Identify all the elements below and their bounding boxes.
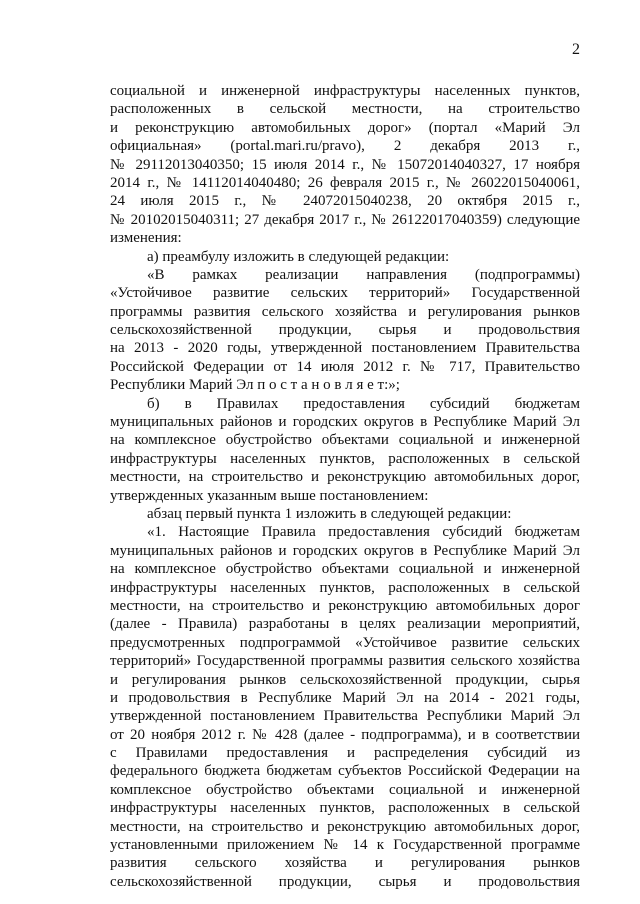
text-line: сельскохозяйственной продукции, сырья и продовольствия [110,873,580,890]
text-line: № 20102015040311; 27 декабря 2017 г., № 26122017040359) следующие [110,211,580,228]
text-line: «1. Настоящие Правила предоставления субсидий бюджетам [147,524,580,541]
text-line: на комплексное обустройство объектами социальной и инженерной [110,561,580,578]
text-line: с Правилами предоставления и распределения субсидий из [110,745,580,762]
text-line: инфраструктуры населенных пунктов, расположенных в сельской [110,579,580,596]
page-number: 2 [572,41,580,58]
text-line: программы развития сельского хозяйства и регулирования рынков [110,303,580,320]
text-line: абзац первый пункта 1 изложить в следующей редакции: [147,505,512,522]
text-line: официальная» (portal.mari.ru/pravo), 2 декабря 2013 г., [110,138,580,155]
text-line: изменения: [110,230,182,247]
text-line: на комплексное обустройство объектами социальной и инженерной [110,432,580,449]
text-line: б) в Правилах предоставления субсидий бюджетам [147,395,580,412]
text-line: «Устойчивое развитие сельских территорий» Государственной [110,285,580,302]
text-line: (далее - Правила) разработаны в целях реализации мероприятий, [110,616,580,633]
text-line: социальной и инженерной инфраструктуры населенных пунктов, [110,83,580,99]
text-line: «В рамках реализации направления (подпрограммы) [147,266,580,283]
text-line: утвержденных указанным выше постановлением: [110,487,429,504]
text-line: утвержденной постановлением Правительства Республики Марий Эл [110,708,580,725]
text-line: федерального бюджета бюджетам субъектов Российской Федерации на [110,763,580,780]
text-line: на 2013 - 2020 годы, утвержденной постановлением Правительства [110,340,580,357]
document-body [110,82,580,891]
text-line: предусмотренных подпрограммой «Устойчивое развитие сельских [110,634,580,651]
text-line: местности, на строительство и реконструкцию автомобильных дорог, [110,818,580,835]
text-line: инфраструктуры населенных пунктов, расположенных в сельской [110,450,580,467]
text-line: территорий» Государственной программы развития сельского хозяйства [110,653,580,670]
text-line: муниципальных районов и городских округов в Республике Марий Эл [110,542,580,559]
text-line: а) преамбулу изложить в следующей редакции: [147,248,450,265]
text-line: установленными приложением № 14 к Государственной программе [110,837,580,854]
text-line: расположенных в сельской местности, на строительство [110,101,580,118]
text-line: местности, на строительство и реконструкцию автомобильных дорог, [110,469,580,486]
text-line: сельскохозяйственной продукции, сырья и продовольствия [110,322,580,339]
text-line: и регулирования рынков сельскохозяйственной продукции, сырья [110,671,580,688]
text-line: местности, на строительство и реконструкцию автомобильных дорог [110,597,580,614]
text-line: от 20 ноября 2012 г. № 428 (далее - подпрограмма), и в соответствии [110,726,580,743]
text-line: муниципальных районов и городских округов в Республике Марий Эл [110,414,580,431]
text-line: № 29112013040350; 15 июля 2014 г., № 15072014040327, 17 ноября [110,156,580,173]
text-line: 2014 г., № 14112014040480; 26 февраля 2015 г., № 26022015040061, [110,174,580,191]
text-line: и продовольствия в Республике Марий Эл на 2014 - 2021 годы, [110,689,580,706]
text-line: инфраструктуры населенных пунктов, расположенных в сельской [110,800,580,817]
text-line: 24 июля 2015 г., № 24072015040238, 20 октября 2015 г., [110,193,580,210]
text-line: и реконструкцию автомобильных дорог» (портал «Марий Эл [110,119,580,136]
text-line: комплексное обустройство объектами социальной и инженерной [110,781,580,798]
text-line: Российской Федерации от 14 июля 2012 г. № 717, Правительство [110,358,580,375]
text-line: Республики Марий Эл п о с т а н о в л я е т:»; [110,377,400,394]
text-line: развития сельского хозяйства и регулирования рынков [110,855,580,872]
